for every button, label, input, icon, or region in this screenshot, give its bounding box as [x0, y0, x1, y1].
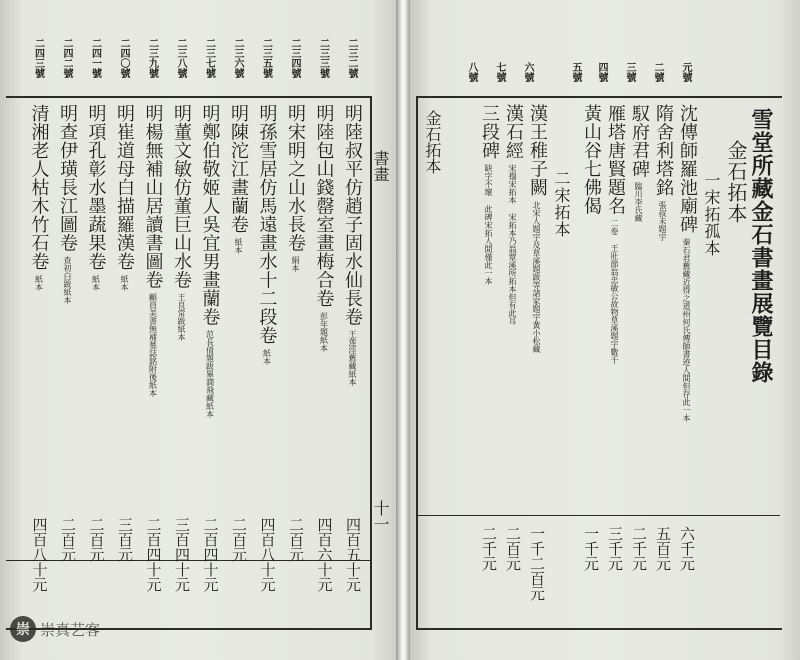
entry-note: 紙本 [34, 274, 44, 291]
entry-number: 二四二號 [61, 38, 72, 78]
entry-price: 一千二百元 [528, 526, 546, 601]
entry-title: 明董文敏仿董巨山水卷 [171, 104, 192, 289]
entry-number: 二號 [652, 62, 663, 82]
entry-price: 二百元 [230, 517, 248, 562]
section-title: 金石拓本 [724, 140, 748, 224]
entry-number: 二三七號 [203, 38, 215, 78]
right-spine-label: 金石拓本 [423, 110, 442, 174]
left-page-number: 十一 [371, 500, 390, 532]
entry-title: 黃山谷七佛偈 [581, 104, 602, 215]
entry-number: 二三五號 [260, 38, 272, 78]
watermark-text: 崇真艺客 [40, 620, 101, 639]
entry-price: 一千元 [582, 526, 600, 571]
entry-number: 二四三號 [32, 38, 44, 78]
entry-title: 明查伊璜長江圖卷 [57, 104, 78, 252]
entry-note: 缺字不壞 此碑宋拓人間僅此一本 [484, 163, 493, 285]
entry-title: 三段碑 [479, 104, 500, 160]
entry-note: 彭年題紙本 [319, 311, 329, 352]
entry-title: 明宋明之山水長卷 [285, 104, 306, 252]
price-divider-line [416, 515, 780, 516]
entry-title: 明陳沱江畫蘭卷 [228, 104, 249, 234]
entry-title: 明陸叔平仿趙子固水仙長卷 [342, 104, 363, 326]
entry-title: 明孫雪居仿馬遠畫水十二段卷 [256, 104, 278, 345]
entry-number: 二三二號 [346, 38, 357, 78]
entry-title: 明陸包山錢罄室畫梅合卷 [313, 104, 335, 308]
entry-note: 王良常跋紙本 [177, 293, 186, 341]
entry-price: 二百四十元 [144, 517, 163, 592]
entry-price: 二百元 [287, 517, 305, 562]
entry-note: 二卷 王壯節翁忠敏公故物草溪題字數千 [610, 219, 619, 364]
entry-price: 三百四十元 [173, 517, 191, 592]
entry-note: 紙本 [234, 237, 243, 254]
entry-note: 紙本 [91, 274, 101, 291]
entry-price: 四百五十元 [344, 517, 362, 592]
entry-number: 二三六號 [232, 38, 243, 78]
entry-title: 明項孔彰水墨蔬果卷 [85, 104, 107, 271]
entry-note: 宋搨宋拓本 宋拓本乃翁覃溪所拓本但有此耳 [508, 163, 517, 325]
subsection-song-unique: 一宋拓孤本 [702, 172, 721, 257]
entry-note: 王莲涇舊藏紙本 [348, 330, 357, 386]
entry-price: 二百元 [87, 517, 106, 562]
entry-price: 四百八十元 [258, 517, 277, 592]
entry-number: 元號 [680, 62, 691, 82]
entry-note: 臨川李氏藏 [634, 182, 643, 222]
entry-number: 七號 [494, 62, 505, 82]
entry-number: 二三九號 [146, 38, 158, 78]
entry-price: 二百四十元 [201, 517, 220, 592]
entry-price: 三百元 [116, 517, 134, 562]
entry-note: 范長倩題跋畢澗飛藏紙本 [205, 330, 215, 418]
entry-price: 五百元 [654, 526, 672, 571]
entry-title: 漢石經 [503, 104, 524, 160]
entry-title: 明楊無補山居讀書圖卷 [142, 104, 164, 289]
entry-price: 四百八十元 [30, 517, 49, 592]
right-page [410, 0, 800, 660]
entry-number: 五號 [570, 62, 581, 82]
entry-note: 查初白跋紙本 [63, 256, 72, 304]
entry-price: 二百元 [504, 526, 522, 571]
entry-note: 北宋人題字及草溪題跋等諸家題字黃小松藏 [532, 200, 541, 353]
entry-number: 二三四號 [289, 38, 300, 78]
entry-number: 三號 [624, 62, 635, 82]
entry-note: 絹本 [291, 256, 300, 272]
entry-number: 四號 [596, 62, 607, 82]
entry-number: 二三三號 [317, 38, 329, 78]
left-page [0, 0, 396, 660]
entry-number: 二四一號 [89, 38, 101, 78]
entry-number: 二四〇號 [118, 38, 129, 78]
entry-note: 張叔未題字 [658, 200, 667, 241]
entry-number: 二三八號 [175, 38, 186, 78]
entry-title: 漢王稚子闕 [527, 104, 548, 197]
catalog-title: 雪堂所藏金石書畫展覽目錄 [748, 108, 774, 384]
entry-title: 沈傳師羅池廟碑 [677, 104, 698, 234]
entry-price: 二百元 [59, 517, 77, 562]
entry-title: 清湘老人枯木竹石卷 [28, 104, 50, 271]
subsection-song-rubbings: 二宋拓本 [552, 170, 571, 238]
entry-price: 四百六十元 [315, 517, 334, 592]
entry-note: 紙本 [120, 274, 129, 291]
entry-title: 馭府君碑 [629, 104, 650, 178]
entry-title: 雁塔唐賢題名 [605, 104, 626, 215]
entry-number: 八號 [466, 62, 477, 82]
entry-price: 二千元 [480, 526, 498, 571]
entry-note: 紙本 [262, 348, 272, 365]
watermark [10, 612, 130, 646]
book-gutter [396, 0, 410, 660]
entry-title: 隋舍利塔銘 [653, 104, 674, 197]
entry-title: 明鄭伯敬姬人吳宜男畫蘭卷 [199, 104, 221, 326]
left-spine-label: 書畫 [371, 150, 390, 182]
entry-title: 明崔道母白描羅漢卷 [114, 104, 135, 271]
entry-number: 六號 [522, 62, 533, 82]
entry-price: 二千元 [630, 526, 648, 571]
entry-price: 六千元 [678, 526, 696, 571]
entry-note: 秦石君舊藏近得之道州何氏傳師書迹人間但存此一本 [682, 237, 691, 422]
entry-note: 顧員美書無補墓誌銘附後紙本 [148, 293, 158, 397]
watermark-logo-icon: 崇 [10, 616, 36, 642]
entry-price: 三千元 [606, 526, 624, 571]
